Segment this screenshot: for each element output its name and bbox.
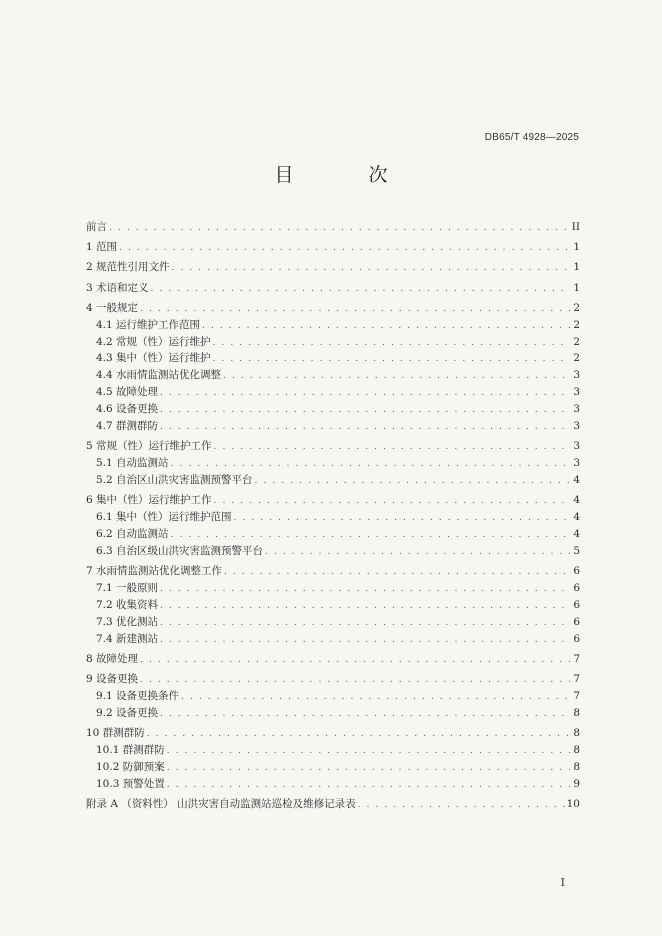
toc-entry-page: 3 [573, 403, 580, 416]
toc-leader-dots [234, 510, 570, 527]
toc-leader-dots [172, 260, 570, 277]
toc-leader-dots [167, 743, 570, 760]
toc-entry-label: 10.1 群测群防 [96, 743, 165, 756]
toc-leader-dots [160, 402, 570, 419]
toc-entry[interactable] [86, 563, 580, 580]
toc-entry-page: 3 [573, 369, 580, 382]
toc-leader-dots [160, 615, 570, 632]
toc-leader-dots [147, 726, 570, 743]
toc-title: 目 次 [274, 164, 416, 186]
toc-entry-label: 6.3 自治区级山洪灾害监测预警平台 [96, 544, 264, 557]
toc-entry-label: 4.7 群测群防 [96, 419, 159, 432]
toc-entry[interactable] [86, 796, 580, 813]
toc-subentry[interactable] [86, 367, 580, 384]
toc-leader-dots [109, 220, 570, 237]
toc-leader-dots [167, 760, 570, 777]
toc-entry-page: 4 [573, 473, 580, 486]
toc-entry-page: 8 [573, 706, 580, 719]
toc-entry[interactable] [86, 492, 580, 509]
toc-leader-dots [151, 281, 570, 298]
toc-entry[interactable] [86, 239, 580, 256]
toc-entry-label: 前言 [86, 221, 107, 233]
toc-entry-page: 6 [573, 565, 580, 577]
toc-entry-label: 6.2 自动监测站 [96, 527, 169, 540]
toc-entry-label: 7.3 优化测站 [96, 615, 159, 628]
toc-entry-label: 9 设备更换 [86, 672, 139, 685]
toc-entry-label: 10.2 防御预案 [96, 760, 165, 773]
toc-entry-page: 7 [573, 672, 580, 685]
toc-subentry[interactable] [86, 631, 580, 648]
toc-entry-label: 1 范围 [86, 241, 118, 254]
toc-leader-dots [255, 473, 570, 490]
toc-leader-dots [213, 351, 570, 368]
toc-subentry[interactable] [86, 597, 580, 614]
toc-subentry[interactable] [86, 759, 580, 776]
toc-entry-page: 8 [573, 743, 580, 756]
toc-leader-dots [213, 335, 570, 352]
toc-entry-label: 6.1 集中（性）运行维护范围 [96, 511, 232, 524]
toc-entry-page: 5 [573, 544, 580, 557]
toc-subentry[interactable] [86, 614, 580, 631]
toc-entry-page: 3 [573, 457, 580, 470]
toc-entry-label: 4.6 设备更换 [96, 403, 159, 416]
toc-entry-label: 附录 A （资料性） 山洪灾害自动监测站巡检及维修记录表 [86, 797, 356, 810]
toc-leader-dots [171, 456, 570, 473]
toc-entry[interactable] [86, 725, 580, 742]
toc-leader-dots [119, 240, 570, 257]
toc-entry-label: 5.1 自动监测站 [96, 457, 169, 470]
toc-leader-dots [160, 581, 570, 598]
toc-leader-dots [223, 368, 570, 385]
toc-entry-page: 4 [573, 494, 580, 507]
toc-entry-page: 1 [573, 241, 580, 254]
toc-subentry[interactable] [86, 401, 580, 418]
toc-entry-label: 10 群测群防 [86, 726, 145, 739]
toc-entry-label: 7.2 收集资料 [96, 598, 159, 611]
toc-leader-dots [171, 527, 570, 544]
toc-leader-dots [160, 419, 570, 436]
toc-entry-page: 8 [573, 760, 580, 773]
toc-leader-dots [181, 689, 570, 706]
toc-subentry[interactable] [86, 776, 580, 793]
toc-subentry[interactable] [86, 742, 580, 759]
toc-entry[interactable] [86, 438, 580, 455]
toc-entry[interactable] [86, 219, 580, 236]
toc-entry-label: 5.2 自治区山洪灾害监测预警平台 [96, 473, 253, 486]
toc-entry-page: 6 [573, 632, 580, 645]
toc-subentry[interactable] [86, 334, 580, 351]
toc-leader-dots [265, 544, 570, 561]
toc-subentry[interactable] [86, 688, 580, 705]
toc-entry-label: 5 常规（性）运行维护工作 [86, 440, 212, 453]
toc-entry-page: 3 [573, 386, 580, 399]
toc-leader-dots [167, 777, 570, 794]
toc-entry-label: 4.5 故障处理 [96, 386, 159, 399]
toc-entry-page: 3 [573, 440, 580, 453]
toc-entry-page: II [571, 221, 580, 233]
toc-entry-page: 8 [573, 726, 580, 739]
toc-leader-dots [140, 672, 570, 689]
toc-entry-page: 2 [573, 301, 580, 314]
toc-entry-page: 2 [573, 318, 580, 331]
toc-entry-label: 10.3 预警处置 [96, 777, 165, 790]
page-number: I [560, 876, 565, 889]
toc-leader-dots [160, 385, 570, 402]
toc-subentry[interactable] [86, 317, 580, 334]
toc-entry-page: 2 [573, 335, 580, 348]
toc-entry[interactable] [86, 671, 580, 688]
toc-subentry[interactable] [86, 543, 580, 560]
toc-entry-page: 9 [573, 777, 580, 790]
toc-subentry[interactable] [86, 509, 580, 526]
toc-leader-dots [202, 318, 570, 335]
toc-entry-page: 4 [573, 527, 580, 540]
toc-leader-dots [160, 706, 570, 723]
toc-entry-page: 1 [573, 281, 580, 294]
toc-entry-page: 6 [573, 598, 580, 611]
toc-entry-page: 7 [573, 689, 580, 702]
toc-subentry[interactable] [86, 418, 580, 435]
toc-entry-page: 2 [573, 352, 580, 365]
toc-entry-page: 1 [573, 261, 580, 274]
toc-entry-label: 2 规范性引用文件 [86, 261, 170, 274]
toc-entry-page: 6 [573, 581, 580, 594]
toc-entry-label: 7 水雨情监测站优化调整工作 [86, 565, 223, 577]
toc-entry[interactable] [86, 300, 580, 317]
toc-entry[interactable] [86, 280, 580, 297]
toc-leader-dots [224, 564, 570, 581]
toc-entry-label: 4 一般规定 [86, 301, 139, 314]
toc-entry-label: 7.1 一般原则 [96, 581, 159, 594]
toc-leader-dots [160, 598, 570, 615]
toc-entry-label: 6 集中（性）运行维护工作 [86, 494, 212, 507]
toc-leader-dots [214, 493, 570, 510]
toc-entry-page: 6 [573, 615, 580, 628]
toc-entry-label: 3 术语和定义 [86, 281, 149, 294]
toc-entry-label: 9.2 设备更换 [96, 706, 159, 719]
toc-subentry[interactable] [86, 455, 580, 472]
toc-entry-label: 8 故障处理 [86, 652, 139, 665]
toc-leader-dots [140, 652, 570, 669]
toc-entry-label: 9.1 设备更换条件 [96, 689, 180, 702]
toc-entry-label: 4.1 运行维护工作范围 [96, 318, 201, 331]
toc-entry-page: 7 [573, 652, 580, 665]
toc-entry-label: 4.4 水雨情监测站优化调整 [96, 369, 222, 382]
toc-entry-page: 4 [573, 511, 580, 524]
toc-entry[interactable] [86, 651, 580, 668]
toc-leader-dots [140, 301, 570, 318]
toc-entry-label: 4.3 集中（性）运行维护 [96, 352, 211, 365]
toc-leader-dots [358, 797, 565, 814]
table-of-contents [86, 219, 580, 813]
toc-subentry[interactable] [86, 472, 580, 489]
toc-leader-dots [214, 439, 570, 456]
toc-subentry[interactable] [86, 350, 580, 367]
toc-entry[interactable] [86, 259, 580, 276]
toc-subentry[interactable] [86, 384, 580, 401]
toc-entry-label: 7.4 新建测站 [96, 632, 159, 645]
toc-entry-label: 4.2 常规（性）运行维护 [96, 335, 211, 348]
toc-leader-dots [160, 632, 570, 649]
toc-entry-page: 3 [573, 419, 580, 432]
toc-subentry[interactable] [86, 705, 580, 722]
standard-code: DB65/T 4928—2025 [484, 132, 579, 143]
toc-subentry[interactable] [86, 526, 580, 543]
toc-entry-page: 10 [566, 797, 580, 810]
toc-subentry[interactable] [86, 580, 580, 597]
